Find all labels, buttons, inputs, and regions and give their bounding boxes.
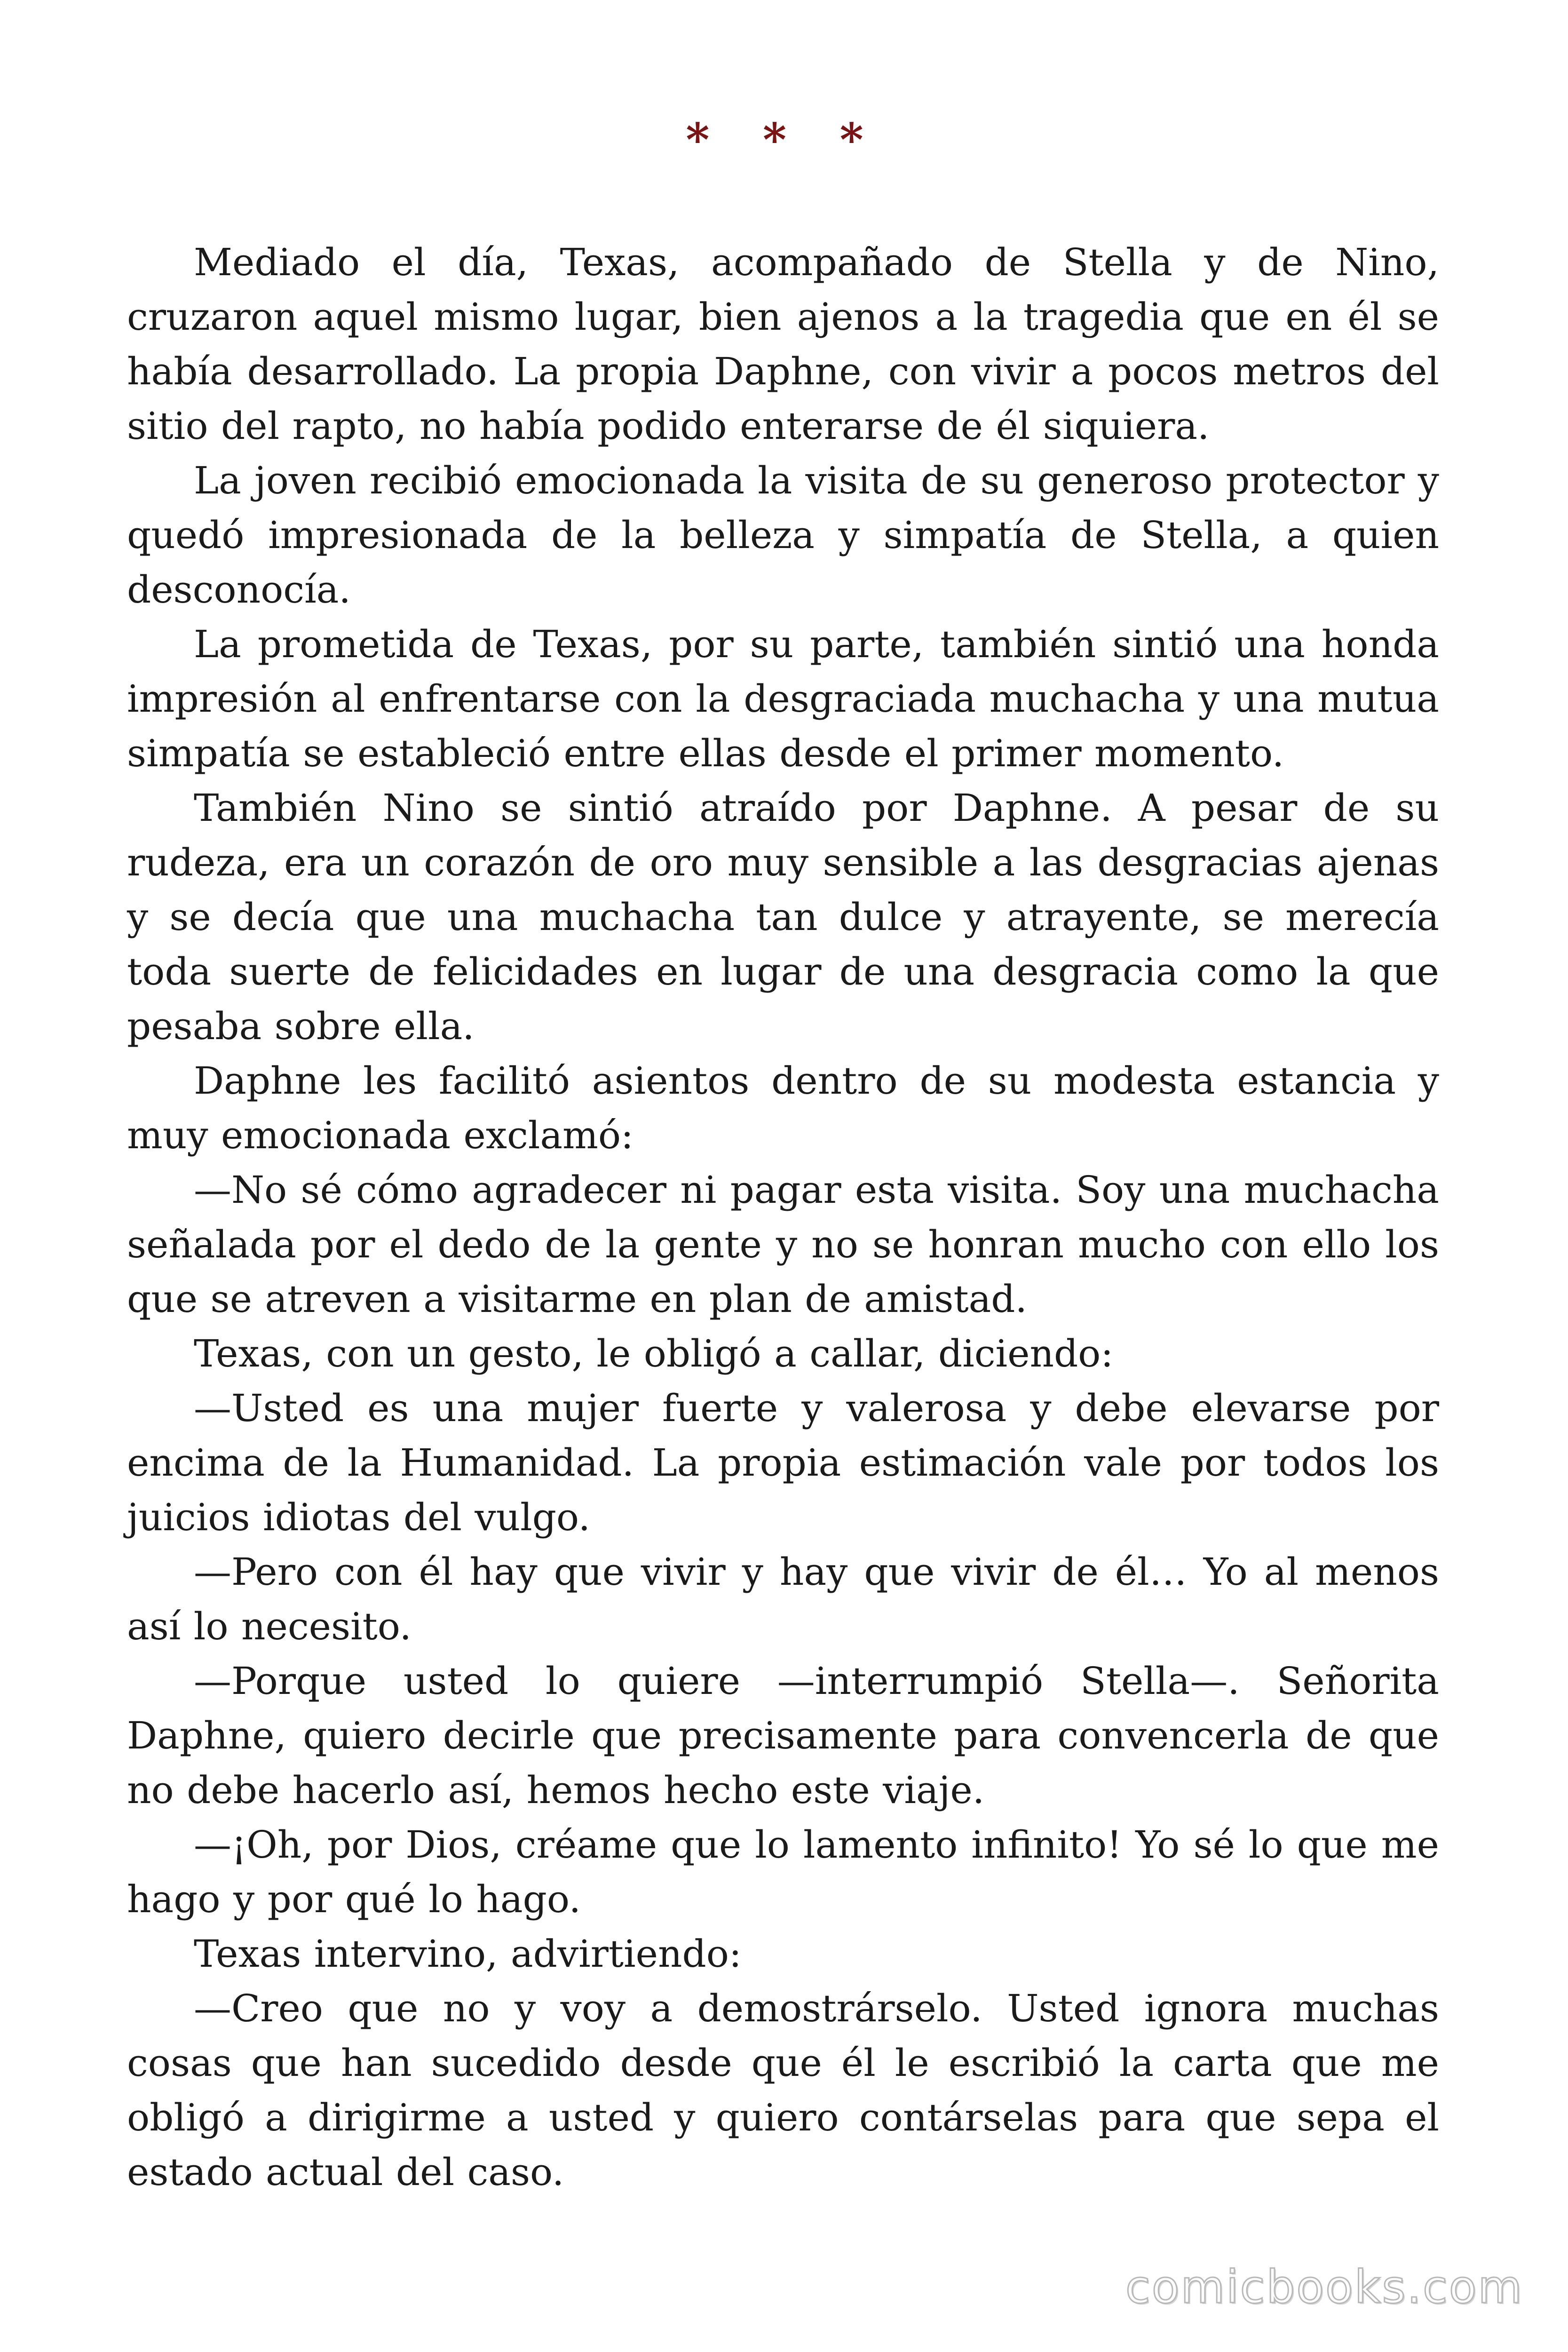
paragraph: Mediado el día, Texas, acompañado de Stella y de Nino, cruzaron aquel mismo lugar, bien ajenos a la tragedia que en él se había desarrollado. La propia Daphne, con vivir a pocos metros del sitio del rapto, no había podido enterarse de él siquiera. <box>127 240 1439 448</box>
paragraph: —Pero con él hay que vivir y hay que vivir de él… Yo al menos así lo necesito. <box>127 1550 1439 1648</box>
paragraph: La joven recibió emocionada la visita de su generoso protector y quedó impresionada de la belleza y simpatía de Stella, a quien desconocía. <box>127 459 1439 612</box>
paragraph: —Creo que no y voy a demostrárselo. Usted ignora muchas cosas que han sucedido desde que él le escribió la carta que me obligó a dirigirme a usted y quiero contárselas para que sepa el estado actual del caso. <box>127 1986 1439 2194</box>
paragraph: Texas, con un gesto, le obligó a callar, diciendo: <box>194 1332 1114 1375</box>
section-break-asterisks: * * * <box>686 113 882 167</box>
paragraph: —¡Oh, por Dios, créame que lo lamento infinito! Yo sé lo que me hago y por qué lo hago. <box>127 1823 1439 1921</box>
paragraph: Daphne les facilitó asientos dentro de su modesta estancia y muy emocionada exclamó: <box>127 1059 1439 1157</box>
paragraph: —Usted es una mujer fuerte y valerosa y debe elevarse por encima de la Humanidad. La propia estimación vale por todos los juicios idiotas del vulgo. <box>127 1386 1439 1539</box>
watermark: comicbooks.com <box>1125 2261 1523 2313</box>
paragraph: La prometida de Texas, por su parte, también sintió una honda impresión al enfrentarse con la desgraciada muchacha y una mutua simpatía se estableció entre ellas desde el primer momento. <box>127 622 1439 775</box>
body-text <box>127 235 1439 2200</box>
paragraph: También Nino se sintió atraído por Daphne. A pesar de su rudeza, era un corazón de oro muy sensible a las desgracias ajenas y se decía que una muchacha tan dulce y atrayente, se merecía toda suerte de felicidades en lugar de una desgracia como la que pesaba sobre ella. <box>127 786 1439 1048</box>
paragraph: —Porque usted lo quiere —interrumpió Stella—. Señorita Daphne, quiero decirle que precisamente para convencerla de que no debe hacerlo así, hemos hecho este viaje. <box>127 1659 1439 1812</box>
paragraph: Texas intervino, advirtiendo: <box>194 1932 742 1976</box>
paragraph: —No sé cómo agradecer ni pagar esta visita. Soy una muchacha señalada por el dedo de la gente y no se honran mucho con ello los que se atreven a visitarme en plan de amistad. <box>127 1168 1439 1321</box>
